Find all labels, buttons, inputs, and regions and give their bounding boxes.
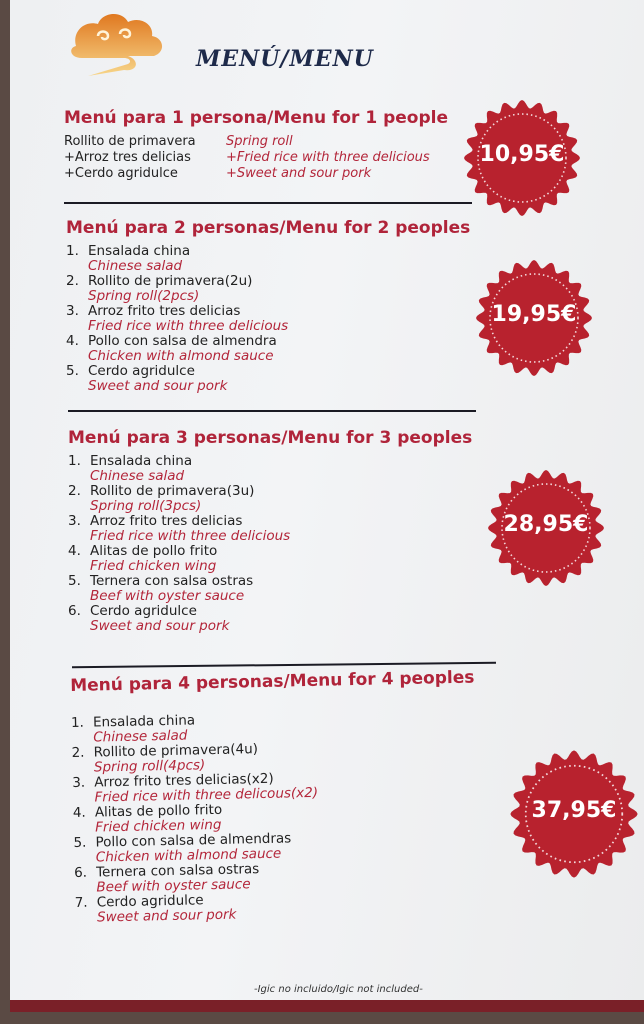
- price-badge-2: [472, 256, 596, 380]
- list-item: 7. Cerdo agridulce Sweet and sour pork: [74, 892, 237, 926]
- price-badge-1: [460, 96, 584, 220]
- menu-2-list: [66, 244, 470, 394]
- list-item: 1. Ensalada china Chinese salad: [68, 453, 193, 484]
- menu-3-list: [68, 454, 472, 634]
- list-item: 5. Ternera con salsa ostras Beef with oyster sauce: [68, 573, 254, 604]
- list-item: 5. Cerdo agridulce Sweet and sour pork: [66, 363, 228, 394]
- list-item: 6. Cerdo agridulce Sweet and sour pork: [68, 603, 230, 634]
- menu-1-line-es: +Cerdo agridulce: [64, 166, 178, 181]
- menu-1-line-es: +Arroz tres delicias: [64, 150, 191, 165]
- list-item: 4. Alitas de pollo frito Fried chicken wing: [72, 801, 223, 836]
- menu-3-section: [68, 428, 472, 634]
- menu-1-line-en: +Fried rice with three delicious: [226, 150, 430, 165]
- list-item: 2. Rollito de primavera(2u) Spring roll(2pcs): [66, 273, 253, 304]
- list-item: 3. Arroz frito tres delicias Fried rice with three delicious: [68, 513, 291, 544]
- cloud-logo-icon: [68, 6, 168, 82]
- divider: [68, 410, 476, 412]
- menu-3-title: Menú para 3 personas/Menu for 3 peoples: [68, 428, 473, 448]
- list-item: 3. Arroz frito tres delicias(x2) Fried rice with three delicous(x2): [72, 770, 319, 806]
- bottom-border: [10, 1000, 644, 1012]
- divider: [72, 662, 496, 668]
- tax-footnote: -Igic no incluido/Igic not included-: [254, 984, 423, 995]
- menu-2-price: 19,95€: [491, 302, 577, 327]
- list-item: 4. Pollo con salsa de almendra Chicken with almond sauce: [66, 333, 277, 364]
- menu-1-title: Menú para 1 persona/Menu for 1 people: [64, 108, 448, 128]
- list-item: 2. Rollito de primavera(4u) Spring roll(4pcs): [71, 741, 259, 776]
- menu-4-price: 37,95€: [531, 798, 617, 823]
- menu-1-section: [64, 108, 448, 182]
- list-item: 1. Ensalada china Chinese salad: [66, 243, 191, 274]
- menu-2-title: Menú para 2 personas/Menu for 2 peoples: [66, 218, 471, 238]
- menu-1-items: [64, 134, 448, 182]
- divider: [64, 202, 472, 204]
- menu-page: [10, 0, 644, 1012]
- menu-4-title: Menú para 4 personas/Menu for 4 peoples: [70, 667, 475, 696]
- menu-1-price: 10,95€: [479, 142, 565, 167]
- list-item: 3. Arroz frito tres delicias Fried rice with three delicious: [66, 303, 289, 334]
- menu-4-list: [71, 708, 480, 926]
- list-item: 2. Rollito de primavera(3u) Spring roll(3pcs): [68, 483, 255, 514]
- list-item: 1. Ensalada china Chinese salad: [70, 712, 196, 746]
- menu-1-line-en: Spring roll: [226, 134, 293, 149]
- menu-3-price: 28,95€: [503, 512, 589, 537]
- menu-1-line-en: +Sweet and sour pork: [226, 166, 372, 181]
- list-item: 4. Alitas de pollo frito Fried chicken wing: [68, 543, 218, 574]
- menu-4-section: [70, 668, 479, 926]
- list-item: 5. Pollo con salsa de almendras Chicken with almond sauce: [73, 830, 292, 866]
- menu-1-line-es: Rollito de primavera: [64, 134, 196, 149]
- page-title: MENÚ/MENU: [196, 46, 374, 72]
- list-item: 6. Ternera con salsa ostras Beef with oyster sauce: [73, 861, 260, 896]
- price-badge-4: [506, 746, 642, 882]
- menu-2-section: [66, 218, 470, 394]
- price-badge-3: [484, 466, 608, 590]
